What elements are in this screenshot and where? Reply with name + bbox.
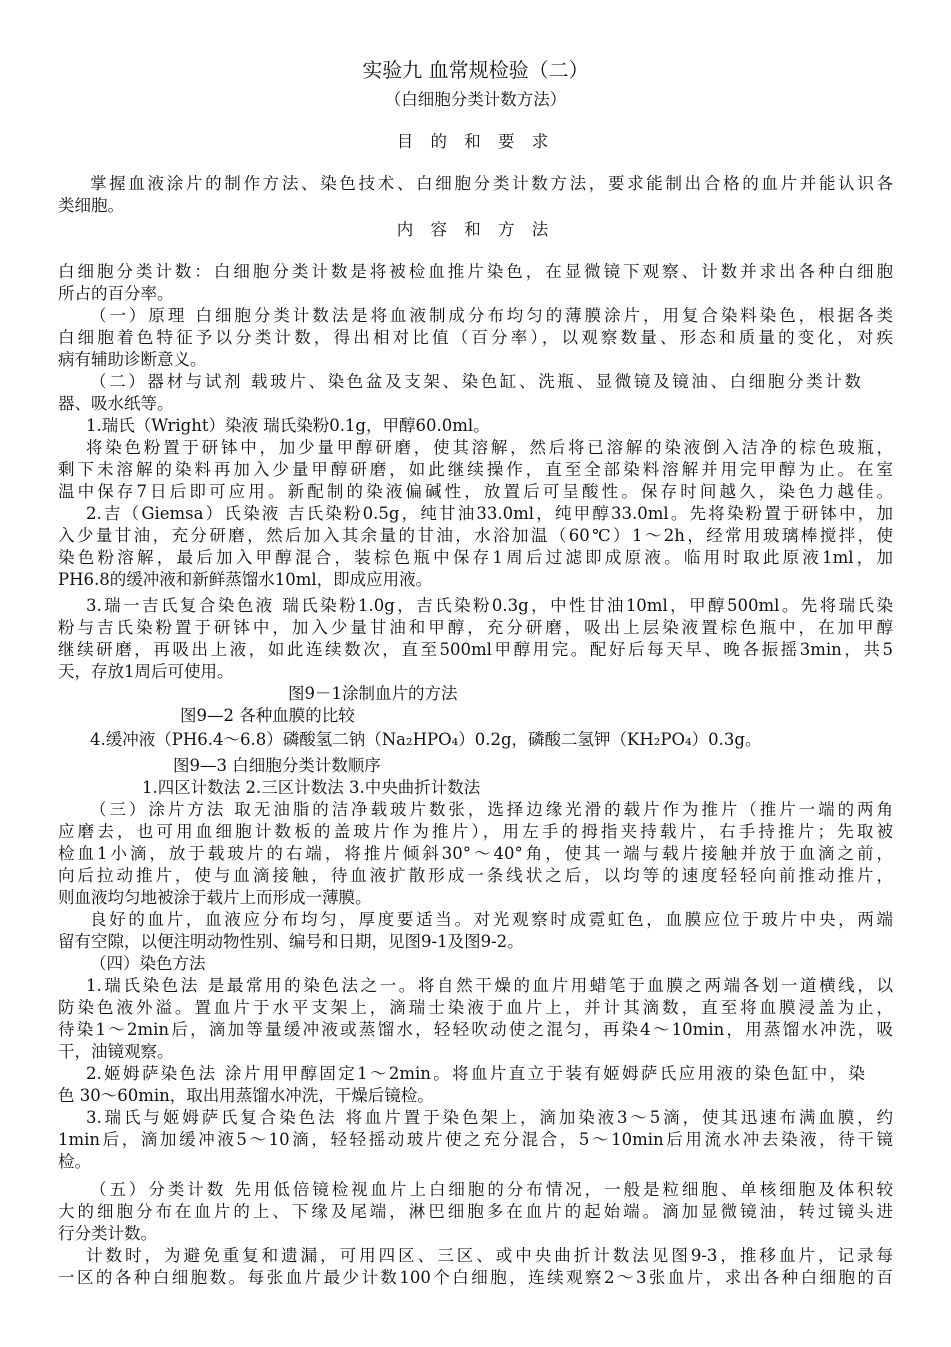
text-line: 粉与吉氏染粉置于研钵中，加入少量甘油和甲醇，充分研磨，吸出上层染液置棕色瓶中，在加甲醇 xyxy=(58,618,893,637)
text-line: 天，存放1周后可使用。 xyxy=(58,662,234,681)
text-line: 4.缓冲液（PH6.4～6.8）磷酸氢二钠（Na₂HPO₄）0.2g，磷酸二氢钾（KH₂PO₄）0.3g。 xyxy=(90,730,762,749)
text-line: 2.姬姆萨染色法 涂片用甲醇固定1～2min。将血片直立于装有姬姆萨氏应用液的染色缸中，染 xyxy=(86,1064,865,1083)
text-line: 温中保存7日后即可应用。新配制的染液偏碱性，放置后可呈酸性。保存时间越久，染色力越佳。 xyxy=(58,482,893,501)
text-line: 色 30～60min，取出用蒸馏水冲洗，干燥后镜检。 xyxy=(58,1086,434,1105)
document-title: 实验九 血常规检验（二） xyxy=(362,58,589,82)
text-line: 应磨去，也可用血细胞计数板的盖玻片作为推片），用左手的拇指夹持载片，右手持推片；先取被 xyxy=(58,822,893,841)
text-line: 3.瑞氏与姬姆萨氏复合染色法 将血片置于染色架上，滴加染液3～5滴，使其迅速布满血膜，约 xyxy=(86,1108,893,1127)
text-line: （一）原理 白细胞分类计数法是将血液制成分布均匀的薄膜涂片，用复合染料染色，根据各类 xyxy=(90,306,893,325)
section-heading-methods: 内 容 和 方 法 xyxy=(396,220,555,239)
text-line: 防染色液外溢。置血片于水平支架上，滴瑞士染液于血片上，并计其滴数，直至将血膜浸盖为止， xyxy=(58,998,893,1017)
text-line: 器、吸水纸等。 xyxy=(58,394,174,413)
text-line: 良好的血片，血液应分布均匀，厚度要适当。对光观察时成霓虹色，血膜应位于玻片中央，两端 xyxy=(90,910,893,929)
text-line: （二）器材与试剂 载玻片、染色盆及支架、染色缸、洗瓶、显微镜及镜油、白细胞分类计数 xyxy=(90,372,861,391)
text-line: 继续研磨，再吸出上液，如此连续数次，直至500ml甲醇用完。配好后每天早、晚各振摇3min，共5 xyxy=(58,640,893,659)
text-line: （三）涂片方法 取无油脂的洁净载玻片数张，选择边缘光滑的载片作为推片（推片一端的两角 xyxy=(90,800,893,819)
text-line: 1.瑞氏染色法 是最常用的染色法之一。将自然干燥的血片用蜡笔于血膜之两端各划一道横线，以 xyxy=(86,976,893,995)
text-line: 掌握血液涂片的制作方法、染色技术、白细胞分类计数方法，要求能制出合格的血片并能认识各 xyxy=(90,174,893,193)
text-line: 待染1～2min后，滴加等量缓冲液或蒸馏水，轻轻吹动使之混匀，再染4～10min，用蒸馏水冲洗，吸 xyxy=(58,1020,893,1039)
text-line: （五）分类计数 先用低倍镜检视血片上白细胞的分布情况，一般是粒细胞、单核细胞及体积较 xyxy=(90,1180,893,1199)
text-line: 白细胞着色特征予以分类计数，得出相对比值（百分率），以观察数量、形态和质量的变化，对疾 xyxy=(58,328,893,347)
text-line: 将染色粉置于研钵中，加少量甲醇研磨，使其溶解，然后将已溶解的染液倒入洁净的棕色玻瓶， xyxy=(86,438,893,457)
text-line: 一区的各种白细胞数。每张血片最少计数100个白细胞，连续观察2～3张血片，求出各种白细胞的百 xyxy=(58,1268,893,1287)
text-line: 向后拉动推片，使与血滴接触，待血液扩散形成一条线状之后，以均等的速度轻轻向前推动推片， xyxy=(58,866,893,885)
section-heading-purpose: 目 的 和 要 求 xyxy=(396,132,555,151)
text-line: 则血液均匀地被涂于载片上而形成一薄膜。 xyxy=(58,888,372,907)
text-line: 干，油镜观察。 xyxy=(58,1042,174,1061)
text-line: 大的细胞分布在血片的上、下缘及尾端，淋巴细胞多在血片的起始端。滴加显微镜油，转过镜头进 xyxy=(58,1202,893,1221)
figure-caption: 1.四区计数法 2.三区计数法 3.中央曲折计数法 xyxy=(142,778,481,797)
text-line: 所占的百分率。 xyxy=(58,284,174,303)
figure-caption: 图9—2 各种血膜的比较 xyxy=(180,706,355,725)
text-line: 行分类计数。 xyxy=(58,1224,157,1243)
text-line: 检。 xyxy=(58,1152,91,1171)
text-line: 计数时，为避免重复和遗漏，可用四区、三区、或中央曲折计数法见图9-3，推移血片，记录每 xyxy=(86,1246,893,1265)
text-line: 1.瑞氏（Wright）染液 瑞氏染粉0.1g，甲醇60.0ml。 xyxy=(86,416,490,435)
text-line: 入少量甘油，充分研磨，然后加入其余量的甘油，水浴加温（60℃）1～2h，经常用玻璃棒搅拌，使 xyxy=(58,526,893,545)
document-subtitle: （白细胞分类计数方法） xyxy=(384,90,567,109)
text-line: 白细胞分类计数：白细胞分类计数是将被检血推片染色，在显微镜下观察、计数并求出各种白细胞 xyxy=(58,262,893,281)
text-line: 1min后，滴加缓冲液5～10滴，轻轻摇动玻片使之充分混合，5～10min后用流水冲去染液，待干镜 xyxy=(58,1130,893,1149)
text-line: 检血1小滴，放于载玻片的右端，将推片倾斜30°～40°角，使其一端与载片接触并放于血滴之前， xyxy=(58,844,893,863)
text-line: 类细胞。 xyxy=(58,196,124,215)
text-line: 2.吉（Giemsa）氏染液 吉氏染粉0.5g，纯甘油33.0ml，纯甲醇33.0ml。先将染粉置于研钵中，加 xyxy=(86,504,893,523)
text-line: 剩下未溶解的染料再加入少量甲醇研磨，如此继续操作，直至全部染料溶解并用完甲醇为止。在室 xyxy=(58,460,893,479)
text-line: PH6.8的缓冲液和新鲜蒸馏水10ml，即成应用液。 xyxy=(58,570,433,589)
figure-caption: 图9－1涂制血片的方法 xyxy=(288,684,458,703)
text-line: 病有辅助诊断意义。 xyxy=(58,350,207,369)
text-line: （四）染色方法 xyxy=(90,954,206,973)
text-line: 留有空隙，以便注明动物性别、编号和日期，见图9-1及图9-2。 xyxy=(58,932,524,951)
text-line: 3.瑞一吉氏复合染色液 瑞氏染粉1.0g，吉氏染粉0.3g，中性甘油10ml，甲醇500ml。先将瑞氏染 xyxy=(86,596,893,615)
text-line: 染色粉溶解，最后加入甲醇混合，装棕色瓶中保存1周后过滤即成原液。临用时取此原液1ml，加 xyxy=(58,548,893,567)
figure-caption: 图9—3 白细胞分类计数顺序 xyxy=(173,756,381,775)
